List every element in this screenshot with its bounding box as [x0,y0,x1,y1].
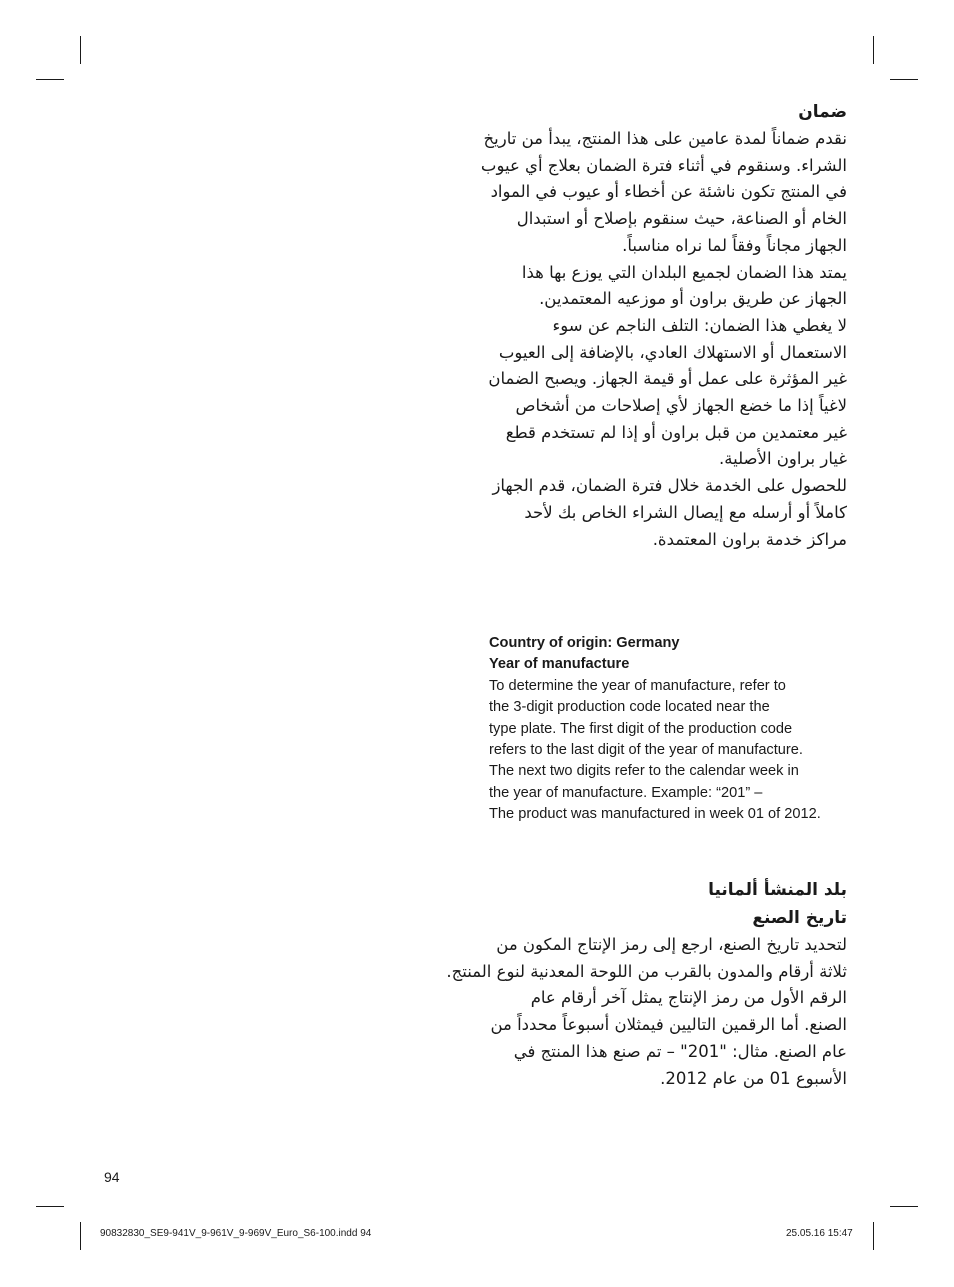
year-of-manufacture-heading-arabic: تاريخ الصنع [752,908,847,928]
origin-text-line: the year of manufacture. Example: “201” – [489,784,763,801]
crop-mark [80,36,81,64]
warranty-line: الجهاز عن طريق براون أو موزعيه المعتمدين. [539,289,847,309]
warranty-line: لاغياً إذا ما خضع الجهاز لأي إصلاحات من أشخاص [515,396,847,416]
origin-text-line-arabic: الرقم الأول من رمز الإنتاج يمثل آخر أرقام عام [530,988,847,1008]
crop-mark [36,79,64,80]
origin-text-line: The product was manufactured in week 01 of 2012. [489,806,821,823]
warranty-line: الشراء. وسنقوم في أثناء فترة الضمان بعلاج أي عيوب [480,155,847,175]
origin-section-arabic [446,876,847,1092]
origin-text-line-arabic: عام الصنع. مثال: "201" – تم صنع هذا المنتج في [513,1041,847,1061]
warranty-title: ضمان [798,102,847,122]
origin-text-line: the 3-digit production code located near the [489,699,770,716]
warranty-line: لا يغطي هذا الضمان: التلف الناجم عن سوء [552,315,847,335]
origin-text-line: The next two digits refer to the calendar week in [489,763,799,780]
warranty-line: غيار براون الأصلية. [719,449,847,469]
origin-section-english [489,633,849,826]
crop-mark [873,1222,874,1250]
country-of-origin-arabic: بلد المنشأ ألمانيا [708,880,847,900]
warranty-line: الخام أو الصناعة، حيث سنقوم بإصلاح أو استبدال [516,209,847,229]
crop-mark [36,1206,64,1207]
country-of-origin: Country of origin: Germany [489,635,680,651]
origin-text-line: type plate. The first digit of the production code [489,720,793,737]
warranty-line: يمتد هذا الضمان لجميع البلدان التي يوزع بها هذا [521,262,847,282]
warranty-line: الجهاز مجاناً وفقاً لما نراه مناسباً. [622,235,847,255]
origin-text-line-arabic: ثلاثة أرقام والمدون بالقرب من اللوحة المعدنية لنوع المنتج. [446,961,847,981]
warranty-line: الاستعمال أو الاستهلاك العادي، بالإضافة إلى العيوب [498,342,847,362]
crop-mark [890,79,918,80]
warranty-line: غير المؤثرة على عمل أو قيمة الجهاز. ويصبح الضمان [488,369,847,389]
warranty-line: للحصول على الخدمة خلال فترة الضمان، قدم الجهاز [492,476,847,496]
origin-text-line: refers to the last digit of the year of manufacture. [489,742,803,759]
warranty-line: غير معتمدين من قبل براون أو إذا لم تستخدم قطع [505,422,847,442]
warranty-line: كاملاً أو أرسله مع إيصال الشراء الخاص بك لأحد [524,502,847,522]
origin-text-line: To determine the year of manufacture, refer to [489,677,786,694]
crop-mark [80,1222,81,1250]
crop-mark [890,1206,918,1207]
origin-text-line-arabic: الصنع. أما الرقمين التاليين فيمثلان أسبوعاً محدداً من [490,1015,847,1035]
origin-text-line-arabic: لتحديد تاريخ الصنع، ارجع إلى رمز الإنتاج المكون من [496,935,847,954]
origin-text-line-arabic: الأسبوع 01 من عام 2012. [660,1068,847,1088]
slug-file-info: 90832830_SE9-941V_9-961V_9-969V_Euro_S6-100.indd 94 [100,1228,372,1239]
slug-date-time: 25.05.16 15:47 [786,1228,853,1239]
page-number: 94 [104,1169,120,1185]
year-of-manufacture-heading: Year of manufacture [489,656,630,673]
warranty-line: في المنتج تكون ناشئة عن أخطاء أو عيوب في المواد [490,182,847,202]
warranty-line: نقدم ضماناً لمدة عامين على هذا المنتج، يبدأ من تاريخ [483,129,847,148]
warranty-line: مراكز خدمة براون المعتمدة. [652,529,847,549]
crop-mark [873,36,874,64]
warranty-section-arabic [467,98,847,553]
